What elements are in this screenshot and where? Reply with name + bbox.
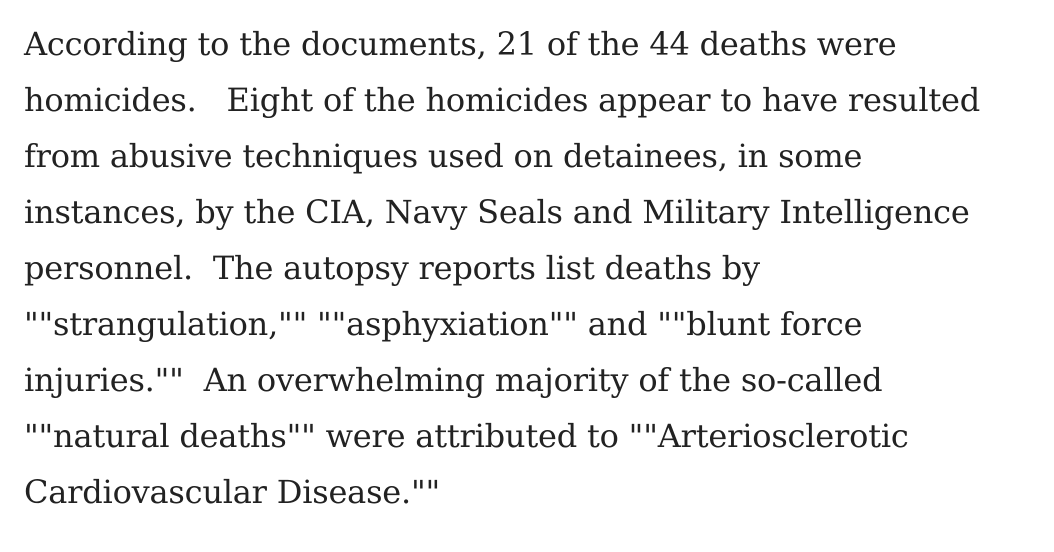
paragraph-line: homicides. Eight of the homicides appear to have resulted bbox=[24, 81, 981, 119]
paragraph-line: According to the documents, 21 of the 44 deaths were bbox=[24, 25, 897, 63]
paragraph-line: ""strangulation,"" ""asphyxiation"" and ""blunt force bbox=[24, 305, 863, 343]
paragraph-line: ""natural deaths"" were attributed to ""Arteriosclerotic bbox=[24, 417, 909, 455]
paragraph-line: from abusive techniques used on detainees, in some bbox=[24, 137, 863, 175]
paragraph-line: Cardiovascular Disease."" bbox=[24, 473, 441, 511]
paragraph-line: instances, by the CIA, Navy Seals and Military Intelligence bbox=[24, 193, 970, 231]
document-paragraph bbox=[24, 16, 1044, 520]
paragraph-line: personnel. The autopsy reports list deaths by bbox=[24, 249, 760, 287]
paragraph-line: injuries."" An overwhelming majority of the so-called bbox=[24, 361, 883, 399]
